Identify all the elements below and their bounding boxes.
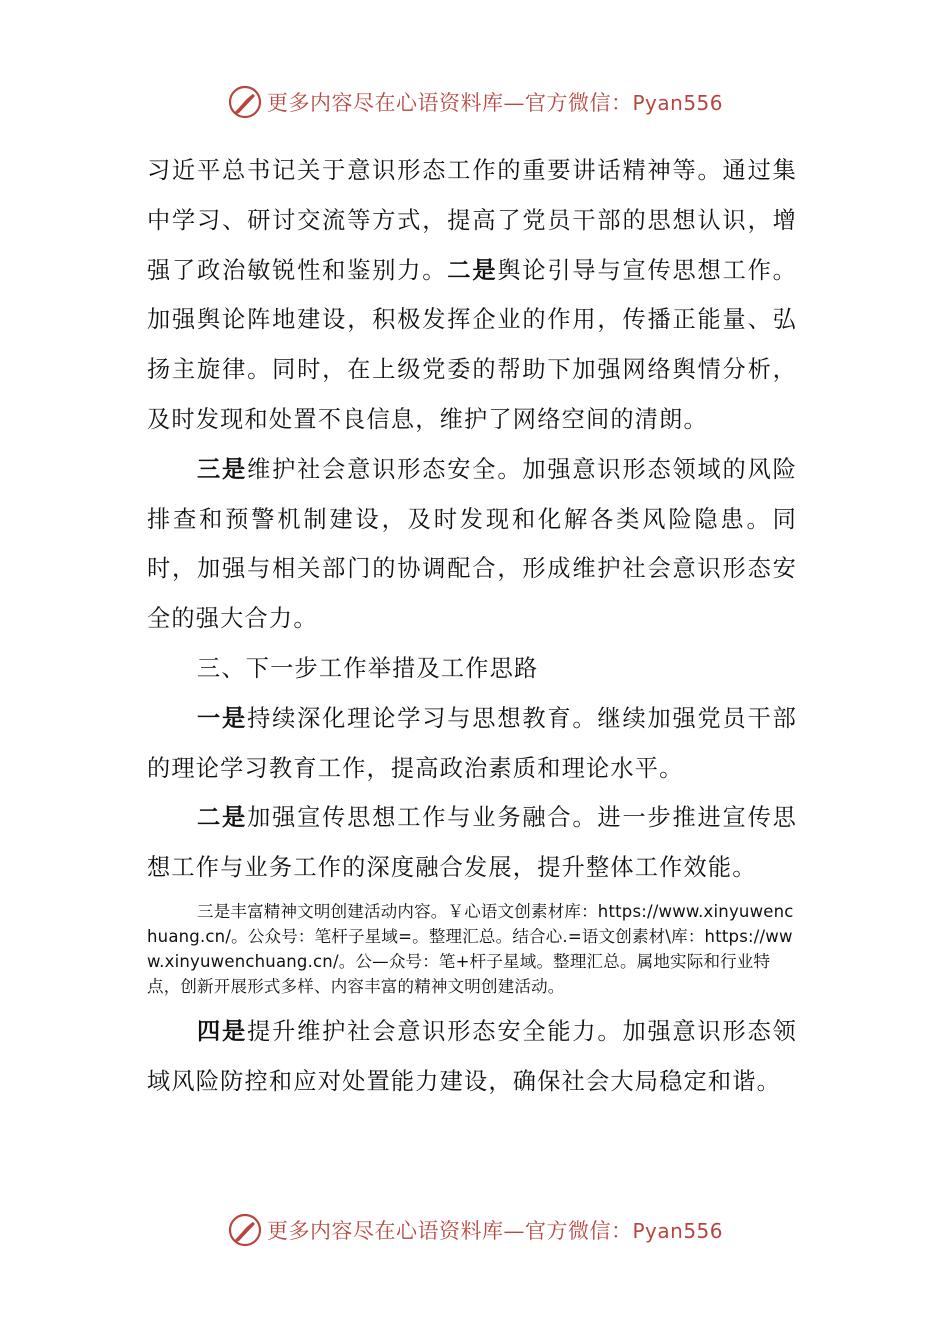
quill-seal-icon (227, 1212, 263, 1248)
paragraph-lead: 四是 (197, 1017, 248, 1045)
document-body (147, 146, 797, 1107)
paragraph-lead: 二是 (197, 804, 248, 832)
section-heading (147, 644, 797, 694)
paragraph-4 (147, 793, 797, 893)
paragraph-text: 习近平总书记关于意识形态工作的重要讲话精神等。通过集中学习、研讨交流等方式，提高了党员干部的思想认识，增强了政治敏锐性和鉴别力。 (147, 157, 797, 284)
paragraph-text: 舆论引导与宣传思想工作。加强舆论阵地建设，积极发挥企业的作用，传播正能量、弘扬主旋律。同时，在上级党委的帮助下加强网络舆情分析，及时发现和处置不良信息，维护了网络空间的清朗。 (147, 256, 798, 433)
paragraph-text: 提升维护社会意识形态安全能力。加强意识形态领域风险防控和应对处置能力建设，确保社会大局稳定和谐。 (147, 1017, 797, 1095)
paragraph-text: 持续深化理论学习与思想教育。继续加强党员干部的理论学习教育工作，提高政治素质和理论水平。 (147, 704, 797, 782)
paragraph-text: 加强宣传思想工作与业务融合。进一步推进宣传思想工作与业务工作的深度融合发展，提升整体工作效能。 (147, 804, 797, 882)
paragraph-lead: 二是 (447, 256, 498, 284)
paragraph-6 (147, 1007, 797, 1107)
paragraph-text: 三是丰富精神文明创建活动内容。￥心语文创素材库：https://www.xinyuwenchuang.cn/。公众号：笔杆子星域=。整理汇总。结合心.=语文创素材\库：https://www.xinyuwenchuang.cn/。公—众号：笔+杆子星域。整理汇总。属地实际和行业特点，创新开展形式多样、内容丰富的精神文明创建活动。 (147, 901, 794, 996)
paragraph-text: 维护社会意识形态安全。加强意识形态领域的风险排查和预警机制建设，及时发现和化解各类风险隐患。同时，加强与相关部门的协调配合，形成维护社会意识形态安全的强大合力。 (147, 455, 797, 633)
footer-watermark (0, 1208, 950, 1252)
paragraph-1 (147, 146, 797, 445)
watermark-text: 更多内容尽在心语资料库—官方微信： (266, 1219, 633, 1243)
watermark-wechat-id: Pyan556 (632, 1219, 723, 1243)
paragraph-2 (147, 445, 797, 644)
section-heading-text: 三、下一步工作举措及工作思路 (197, 654, 539, 682)
paragraph-5-small (147, 899, 797, 999)
watermark-wechat-id: Pyan556 (632, 91, 723, 115)
paragraph-lead: 三是 (197, 455, 248, 483)
paragraph-lead: 一是 (197, 704, 248, 732)
watermark-text: 更多内容尽在心语资料库—官方微信： (266, 91, 633, 115)
quill-seal-icon (227, 84, 263, 120)
paragraph-3 (147, 694, 797, 794)
header-watermark (0, 80, 950, 124)
